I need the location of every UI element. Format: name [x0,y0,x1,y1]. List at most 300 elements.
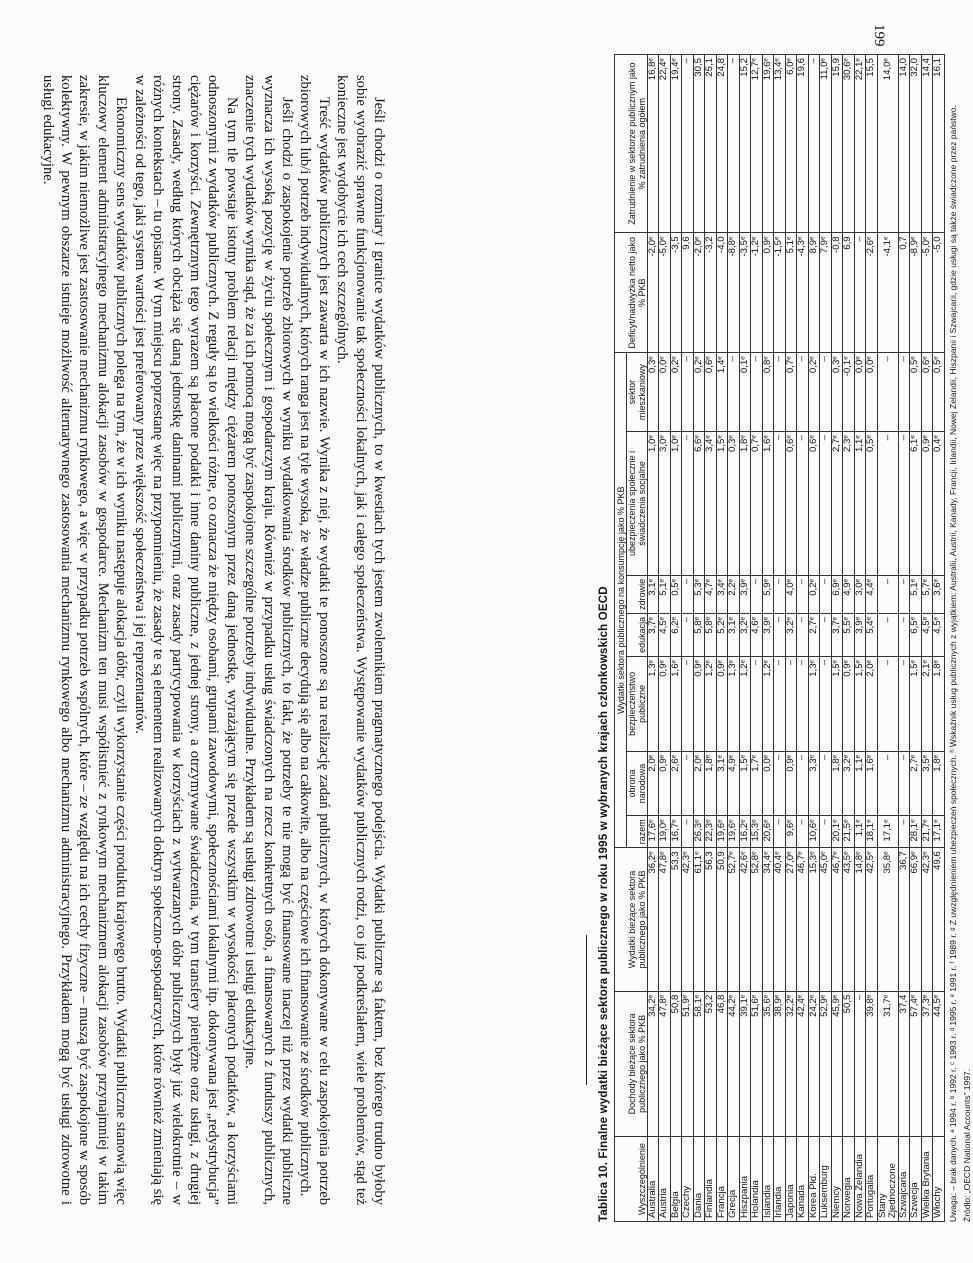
value-cell: 0,0ᵉ [659,353,671,432]
value-cell: 0,5ᵉ [933,353,945,432]
value-cell: – [898,613,910,656]
value-cell: 15,3ᵉ [808,848,820,991]
value-cell: – [877,353,898,432]
value-cell: 42,6ᵉ [739,848,751,991]
value-cell: 5,8ᵉ [693,613,705,656]
value-cell: 17,1ᵉ [933,816,945,848]
value-cell: 53,3 [670,848,682,991]
value-cell: 36,2ᵉ [647,848,659,991]
country-cell: Korea Płd. [808,1137,820,1222]
value-cell: 45,0ᵉ [820,848,832,991]
value-cell: 3,2ᵉ [739,613,751,656]
value-cell: 13,4ᵉ [774,55,786,233]
value-cell: 0,7ᵉ [785,353,797,432]
value-cell: – [728,55,740,233]
value-cell: – [682,613,694,656]
value-cell: – [774,751,786,816]
value-cell: 47,8ᵉ [659,848,671,991]
value-cell: 3,9ᵉ [762,613,774,656]
value-cell: 1,2ᵉ [762,656,774,751]
value-cell: 0,3ᵉ [728,432,740,576]
value-cell: 3,4ᵉ [705,432,717,576]
value-cell: 34,2ᵉ [647,991,659,1136]
country-cell: Niemcy [831,1137,843,1222]
value-cell: 0,9ᵉ [785,751,797,816]
value-cell: 0,3ᵉ [647,353,659,432]
value-cell: 52,7ᵉ [728,848,740,991]
value-cell: 19,6ᵉ [728,816,740,848]
value-cell: 1,7ᵉ [751,751,763,816]
value-cell: 50,5 [843,991,855,1136]
value-cell: 21,7ᵉ [921,816,933,848]
table-row [820,55,832,1222]
value-cell: – [820,575,832,613]
value-cell: 46,7ᵉ [831,848,843,991]
value-cell: 45,9ᵉ [831,991,843,1136]
value-cell: 22,4ᵉ [659,55,671,233]
value-cell: – [820,432,832,576]
value-cell: 19,6ᵉ [762,55,774,233]
value-cell: 36,7 [898,848,910,991]
value-cell: 9,6 [682,233,694,353]
country-cell: Portugalia [866,1137,878,1222]
paragraph: Jeśli chodzi o zaspokojenie potrzeb zbiorowych w wyniku wydatkowania środków publicznych, to fakt, że potrzeby te nie mogą być finansowane inaczej niż przez wydatki publiczne wyznacza ich wysoką pozycję w życiu społecznym i gospodarczym kraju. Również w przypadku usług świadczonych na rzecz konkretnych osób, a finansowanych z funduszy publicznych, znaczenie tych wydatków wynika stąd, że za ich pomocą mogą być zaspokojone szczególne potrzeby indywidualne. Przykładem są usługi zdrowotne i usługi edukacyjne. [242,75,295,1205]
country-cell: Luksemburg [820,1137,832,1222]
value-cell: 17,6ᵉ [647,816,659,848]
value-cell: 3,5ᵉ [921,751,933,816]
value-cell: 15,2 [739,55,751,233]
value-cell: 3,7ᵉ [647,613,659,656]
value-cell: – [820,613,832,656]
table-row [831,55,843,1222]
value-cell: 56,3 [705,848,717,991]
value-cell: 42,3ᵉ [921,848,933,991]
value-cell: 14,4 [921,55,933,233]
value-cell: 1,0ᵉ [670,432,682,576]
table-row [877,55,898,1222]
col-header: Wyszczególnienie [615,1137,648,1222]
value-cell: 30,5 [693,55,705,233]
value-cell: 7,9ᵉ [820,233,832,353]
value-cell: 0,9ᵉ [921,432,933,576]
value-cell: 6,5ᵉ [910,613,922,656]
value-cell: 17,1ᵉ [877,816,898,848]
value-cell: 0,9ᵉ [693,656,705,751]
value-cell: 2,0ᵉ [693,751,705,816]
value-cell: 5,7ᵉ [921,575,933,613]
value-cell: 20,6ᵉ [762,816,774,848]
country-cell: Dania [693,1137,705,1222]
value-cell: 20,1ᵉ [831,816,843,848]
value-cell: 11,0ᵉ [820,55,832,233]
value-cell: 5,9ᵉ [762,575,774,613]
value-cell: -4,1ᵉ [877,233,898,353]
value-cell: 2,3ᵉ [843,432,855,576]
value-cell: -2,0ᵉ [647,233,659,353]
value-cell: 15,3ᵉ [751,816,763,848]
value-cell: 3,1ᵉ [716,751,728,816]
value-cell: -0,8 [831,233,843,353]
value-cell: 0,7ᵉ [751,432,763,576]
value-cell: 16,7ᵉ [670,816,682,848]
value-cell: 4,4ᵉ [866,575,878,613]
value-cell: 0,1ᵉ [739,353,751,432]
value-cell: 0,9ᵉ [843,656,855,751]
country-cell: Islandia [762,1137,774,1222]
value-cell: – [854,233,866,353]
table-row [739,55,751,1222]
value-cell: 44,5ᵉ [933,991,945,1136]
value-cell: 43,5ᵉ [843,848,855,991]
value-cell: 1,6ᵉ [670,656,682,751]
table-row [797,55,809,1222]
value-cell: 42,4ᵉ [797,991,809,1136]
table-row [670,55,682,1222]
value-cell: – [751,353,763,432]
value-cell: 0,9ᵉ [659,656,671,751]
value-cell: – [797,613,809,656]
value-cell: 1,5ᵉ [716,432,728,576]
value-cell: – [797,353,809,432]
value-cell: 2,0ᵉ [647,751,659,816]
value-cell: – [877,575,898,613]
value-cell: 1,6ᵉ [762,432,774,576]
value-cell: 34,4ᵉ [762,848,774,991]
value-cell: – [898,816,910,848]
value-cell: 50,8 [670,991,682,1136]
country-cell: Norwegia [843,1137,855,1222]
value-cell: 12,7ᵉ [751,55,763,233]
paragraph: Na tym tle powstaje istotny problem relacji między ciężarem ponoszonym przez daną jednostkę, wyrażającym się przede wszystkim w wysokości płaconych podatków, a korzyściami odnoszonymi z wydatków publicznych. Z reguły są to wielkości różne, co oznacza że między osobami, grupami zawodowymi, społecznościami lokalnymi itp. dokonywana jest „redystrybucja” ciężarów i korzyści. Zewnętrznym tego wyrazem są płacone podatki i inne daniny publiczne, z jednej strony, a otrzymywane świadczenia, w tym transfery pieniężne oraz usługi, z drugiej strony. Zasady, według których obciąża się daną jednostkę daninami publicznymi, oraz zasady partycypowania w korzyściach z wytwarzanych dóbr publicznych były już wielokrotnie – w różnych kontekstach – tu opisane. W tym miejscu poprzestanę więc na przypomnieniu, że zasady te są elementem realizowanych doktryn społeczno-gospodarczych, które również zmieniają się w zależności od tego, jaki system wartości jest preferowany przez większość społeczeństwa i jej reprezentantów. [131,75,240,1205]
value-cell: 22,1ᵉ [854,55,866,233]
value-cell: 46,8 [716,991,728,1136]
country-cell: Irlandia [774,1137,786,1222]
table-row [933,55,945,1222]
value-cell: – [682,575,694,613]
value-cell: – [877,656,898,751]
value-cell: 0,6ᵉ [785,432,797,576]
value-cell: 30,6ᵉ [843,55,855,233]
value-cell: 2,0ᵉ [866,656,878,751]
value-cell: 6,6ᵉ [693,432,705,576]
value-cell: 50,9 [716,848,728,991]
value-cell: 0,5ᵉ [866,432,878,576]
country-cell: Hiszpania [739,1137,751,1222]
value-cell: 19,6ᵉ [716,816,728,848]
value-cell: 4,9ᵉ [843,575,855,613]
value-cell: 0,0ᵉ [762,751,774,816]
value-cell: 5,4ᵉ [866,613,878,656]
value-cell: 1,8ᵉ [933,656,945,751]
value-cell: -3,5ᵉ [739,233,751,353]
col-header: zdrowie [626,575,647,613]
table-row [728,55,740,1222]
value-cell: 5,3ᵉ [693,575,705,613]
value-cell: 44,2ᵉ [728,991,740,1136]
value-cell: 3,2ᵉ [843,751,855,816]
value-cell: 2,2ᵉ [728,575,740,613]
value-cell: 26,3ᵉ [693,816,705,848]
value-cell: 1,2ᵉ [705,656,717,751]
value-cell: 3,3ᵉ [808,751,820,816]
value-cell: 1,4ᵉ [716,353,728,432]
value-cell: -2,0ᵉ [693,233,705,353]
value-cell: 14,8ᵉ [854,848,866,991]
value-cell: 4,0ᵉ [785,575,797,613]
group-header: Wydatki sektora publicznego na konsumpcję jako % PKB [615,353,627,848]
table-row [682,55,694,1222]
value-cell: 1,3ᵉ [808,656,820,751]
divider [586,935,587,1085]
value-cell: 5,2ᵉ [716,613,728,656]
table-row [716,55,728,1222]
value-cell: – [682,432,694,576]
table-row [647,55,659,1222]
value-cell: 1,8ᵉ [739,432,751,576]
country-cell: Nowa Zelandia [854,1137,866,1222]
value-cell: -8,9ᵉ [910,233,922,353]
value-cell: 49,6 [933,848,945,991]
value-cell: 0,9ᵉ [762,233,774,353]
table-source: Źródło: „OECD National Accounts” 1997. [961,1068,972,1222]
value-cell: 24,8 [716,55,728,233]
value-cell: -1,2ᵉ [751,233,763,353]
value-cell: 3,7ᵉ [831,613,843,656]
paragraph: Treść wydatków publicznych jest zawarta w ich nazwie. Wynika z niej, że wydatki te ponoszone są na realizację zadań publicznych, w których dokonywane w celu zaspokojenia potrzeb zbiorowych lub/i potrzeb indywidualnych, których ranga jest na tyle wysoka, że władze publiczne decydują się albo na całkowite, albo na częściowe ich finansowanie ze środków publicznych. [297,75,332,1205]
value-cell: – [820,353,832,432]
value-cell: 37,3ᵉ [921,991,933,1136]
value-cell: 3,4ᵉ [716,575,728,613]
value-cell: -8,8ᵉ [728,233,740,353]
value-cell: – [774,656,786,751]
country-cell: Włochy [933,1137,945,1222]
value-cell: – [820,816,832,848]
value-cell: 1,2ᵉ [739,656,751,751]
value-cell: 15,5 [866,55,878,233]
col-header: Deficyt/nadwyżka netto jako % PKB [615,233,648,353]
value-cell: 40,4ᵉ [774,848,786,991]
value-cell: 1,8ᵉ [705,751,717,816]
value-cell: 1,3ᵉ [728,656,740,751]
value-cell: 2,7ᵉ [808,613,820,656]
table-row [854,55,866,1222]
value-cell: 0,4ᵉ [933,432,945,576]
table-row [785,55,797,1222]
value-cell: 16,2ᵉ [739,816,751,848]
table-row [751,55,763,1222]
value-cell: 1,1ᵉ [854,432,866,576]
value-cell: -5,0ᵉ [659,233,671,353]
table-block [598,54,972,1222]
value-cell: – [774,816,786,848]
value-cell: 3,9ᵉ [854,613,866,656]
country-cell: Japonia [785,1137,797,1222]
value-cell: 16,1 [933,55,945,233]
value-cell: – [751,656,763,751]
value-cell: 1,5ᵉ [854,656,866,751]
value-cell: 9,6ᵉ [785,816,797,848]
country-cell: Austria [659,1137,671,1222]
value-cell: 8,9ᵉ [808,233,820,353]
value-cell: -5,0ᵉ [921,233,933,353]
value-cell: -1,5ᵉ [774,233,786,353]
value-cell: – [751,575,763,613]
value-cell: 0,2ᵉ [670,353,682,432]
table-row [808,55,820,1222]
value-cell: – [774,613,786,656]
value-cell: 1,3ᵉ [647,656,659,751]
value-cell: – [797,432,809,576]
table-row [910,55,922,1222]
value-cell: – [774,432,786,576]
value-cell: 47,8ᵉ [659,991,671,1136]
value-cell: 4,5ᵉ [921,613,933,656]
value-cell: 19,4ᵉ [670,55,682,233]
country-cell: Kanada [797,1137,809,1222]
value-cell: 14,0ᵉ [877,55,898,233]
col-header: razem [626,816,647,848]
value-cell: -3,5 [670,233,682,353]
col-header: ubezpieczenia społeczne i świadczenia socjalne [626,432,647,576]
value-cell: 18,1ᵉ [866,816,878,848]
table-row [705,55,717,1222]
value-cell: 1,5ᵉ [910,656,922,751]
value-cell: 19,0ᵉ [659,816,671,848]
table-body [647,55,944,1222]
col-header: bezpieczeństwo publiczne [626,656,647,751]
value-cell: – [682,656,694,751]
country-cell: Czechy [682,1137,694,1222]
value-cell: – [854,991,866,1136]
value-cell: 51,6ᵉ [751,991,763,1136]
table-row [762,55,774,1222]
value-cell: – [682,55,694,233]
table-row [898,55,910,1222]
table-row [843,55,855,1222]
table-row [774,55,786,1222]
country-cell: Stany Zjednoczone [877,1137,898,1222]
country-cell: Belgia [670,1137,682,1222]
value-cell: 19,6 [797,55,809,233]
country-cell: Francja [716,1137,728,1222]
col-header: sektor mieszkaniowy [626,353,647,432]
value-cell: 0,0ᵉ [866,353,878,432]
col-header: obrona narodowa [626,751,647,816]
page-number: 199 [871,24,887,47]
value-cell: – [877,432,898,576]
value-cell: 32,2ᵉ [785,991,797,1136]
col-header: Dochody bieżące sektora publicznego jako % PKB [615,991,648,1136]
body-text [38,75,388,1205]
value-cell: 0,3ᵉ [831,353,843,432]
value-cell: 22,3ᵉ [705,816,717,848]
value-cell: 3,0ᵉ [659,432,671,576]
value-cell: – [797,656,809,751]
value-cell: 1,5ᵉ [831,656,843,751]
value-cell: 4,5ᵉ [659,613,671,656]
value-cell: 31,7ᵉ [877,991,898,1136]
value-cell: 53,2 [705,991,717,1136]
value-cell: 0,2ᵉ [808,575,820,613]
col-header: Zatrudnienie w sektorze publicznym jako % zatrudnienia ogółem [615,55,648,233]
value-cell: 0,5ᵉ [670,575,682,613]
value-cell: 4,9ᵉ [728,751,740,816]
value-cell: 0,9ᵉ [659,751,671,816]
value-cell: – [820,751,832,816]
value-cell: 39,1ᵉ [739,991,751,1136]
value-cell: 6,9ᵉ [831,575,843,613]
value-cell: 0,5ᵉ [910,353,922,432]
paragraph: Ekonomiczny sens wydatków publicznych polega na tym, że w ich wyniku następuje alokacja dóbr, czyli wykorzystanie części produktu krajowego brutto. Wydatki publiczne stanowią więc kluczowy element administracyjnego mechanizmu alokacji zasobów w gospodarce. Mechanizm ten musi współistnieć z rynkowym mechanizmem alokacji zasobów przynajmniej w takim zakresie, w jakim niemożliwe jest zastosowanie mechanizmu rynkowego, a więc w przypadku potrzeb wspólnych, które – ze względu na ich cechy fizyczne – muszą być zaspokojone w sposób kolektywny. W pewnym obszarze istnieje możliwość alternatywnego zastosowania mechanizmu rynkowego albo mechanizmu administracyjnego. Przykładem mogą być usługi zdrowotne i usługi edukacyjne. [39,75,130,1205]
value-cell: 2,7ᵉ [831,432,843,576]
value-cell: 24,2ᵉ [808,991,820,1136]
value-cell: – [808,55,820,233]
col-header: Wydatki bieżące sektora publicznego jako % PKB [615,848,648,991]
value-cell: 66,9ᵉ [910,848,922,991]
value-cell: – [797,575,809,613]
value-cell: 16,8ᵉ [647,55,659,233]
value-cell: 3,6ᵉ [933,575,945,613]
value-cell: -5,0 [933,233,945,353]
value-cell: 46,7ᵉ [797,848,809,991]
value-cell: – [774,575,786,613]
paragraph: Jeśli chodzi o rozmiary i granice wydatków publicznych, to w kwestiach tych jestem zwolennikiem pragmatycznego podejścia. Wydatki publiczne są faktem, bez którego trudno byłoby sobie wyobrazić sprawne funkcjonowanie tak społeczności lokalnych, jak i całego społeczeństwa. Występowanie wydatków publicznych rodzi, co już podkreślałem, wiele problemów, stąd też konieczne jest wydobycie ich cech szczególnych. [334,75,387,1205]
value-cell: 0,8ᵉ [762,353,774,432]
value-cell: 2,1ᵉ [921,656,933,751]
table-note: Uwaga: – brak danych. ᵃ 1994 r. ᵇ 1992 r. ᶜ 1993 r. ᵈ 1995 r. ᵉ 1991 r. ᶠ 1989 r. ᵍ Z uwzględnieniem ubezpieczeń społecznych. ʰ Wskaźnik usług publicznych z wyjątkiem: Australii, Austrii, Kanady, Francji, Irlandii, Nowej Zelandii, Hiszpanii i Szwajcarii, gdzie usługi są także świadczone przez państwo. [947,105,958,1222]
value-cell: 1,1ᵉ [854,816,866,848]
value-cell: 52,8ᵉ [751,848,763,991]
country-cell: Grecja [728,1137,740,1222]
value-cell: 4,5ᵉ [933,613,945,656]
table-row [866,55,878,1222]
value-cell: 35,8ᵉ [877,848,898,991]
col-header: edukacja [626,613,647,656]
value-cell: 0,7 [898,233,910,353]
value-cell: 42,3ᵉ [682,848,694,991]
value-cell: 1,1ᵉ [854,751,866,816]
country-cell: Australia [647,1137,659,1222]
value-cell: -3,2 [705,233,717,353]
data-table [614,54,945,1222]
value-cell: – [682,353,694,432]
value-cell: – [877,613,898,656]
value-cell: 5,1ᵉ [910,575,922,613]
value-cell: 38,9ᵉ [774,991,786,1136]
value-cell: – [682,751,694,816]
value-cell: 0,2ᵉ [693,353,705,432]
value-cell: 5,5ᵉ [843,613,855,656]
value-cell: 28,1ᵉ [910,816,922,848]
value-cell: 6,0ᵉ [785,55,797,233]
value-cell: – [728,353,740,432]
value-cell: 42,5ᵉ [866,848,878,991]
value-cell: 3,2ᵉ [785,613,797,656]
value-cell: 5,8ᵉ [705,613,717,656]
value-cell: 35,6ᵉ [762,991,774,1136]
country-cell: Szwajcaria [898,1137,910,1222]
value-cell: 5,1ᵉ [659,575,671,613]
value-cell: 14,0 [898,55,910,233]
value-cell: 4,7ᵉ [705,575,717,613]
value-cell: 51,9ᵉ [682,991,694,1136]
value-cell: 58,1ᵉ [693,991,705,1136]
value-cell: 57,4ᵉ [910,991,922,1136]
value-cell: 6,9 [843,233,855,353]
value-cell: 4,6ᵉ [751,613,763,656]
value-cell: 61,1ᵉ [693,848,705,991]
value-cell: 1,6ᵉ [866,751,878,816]
